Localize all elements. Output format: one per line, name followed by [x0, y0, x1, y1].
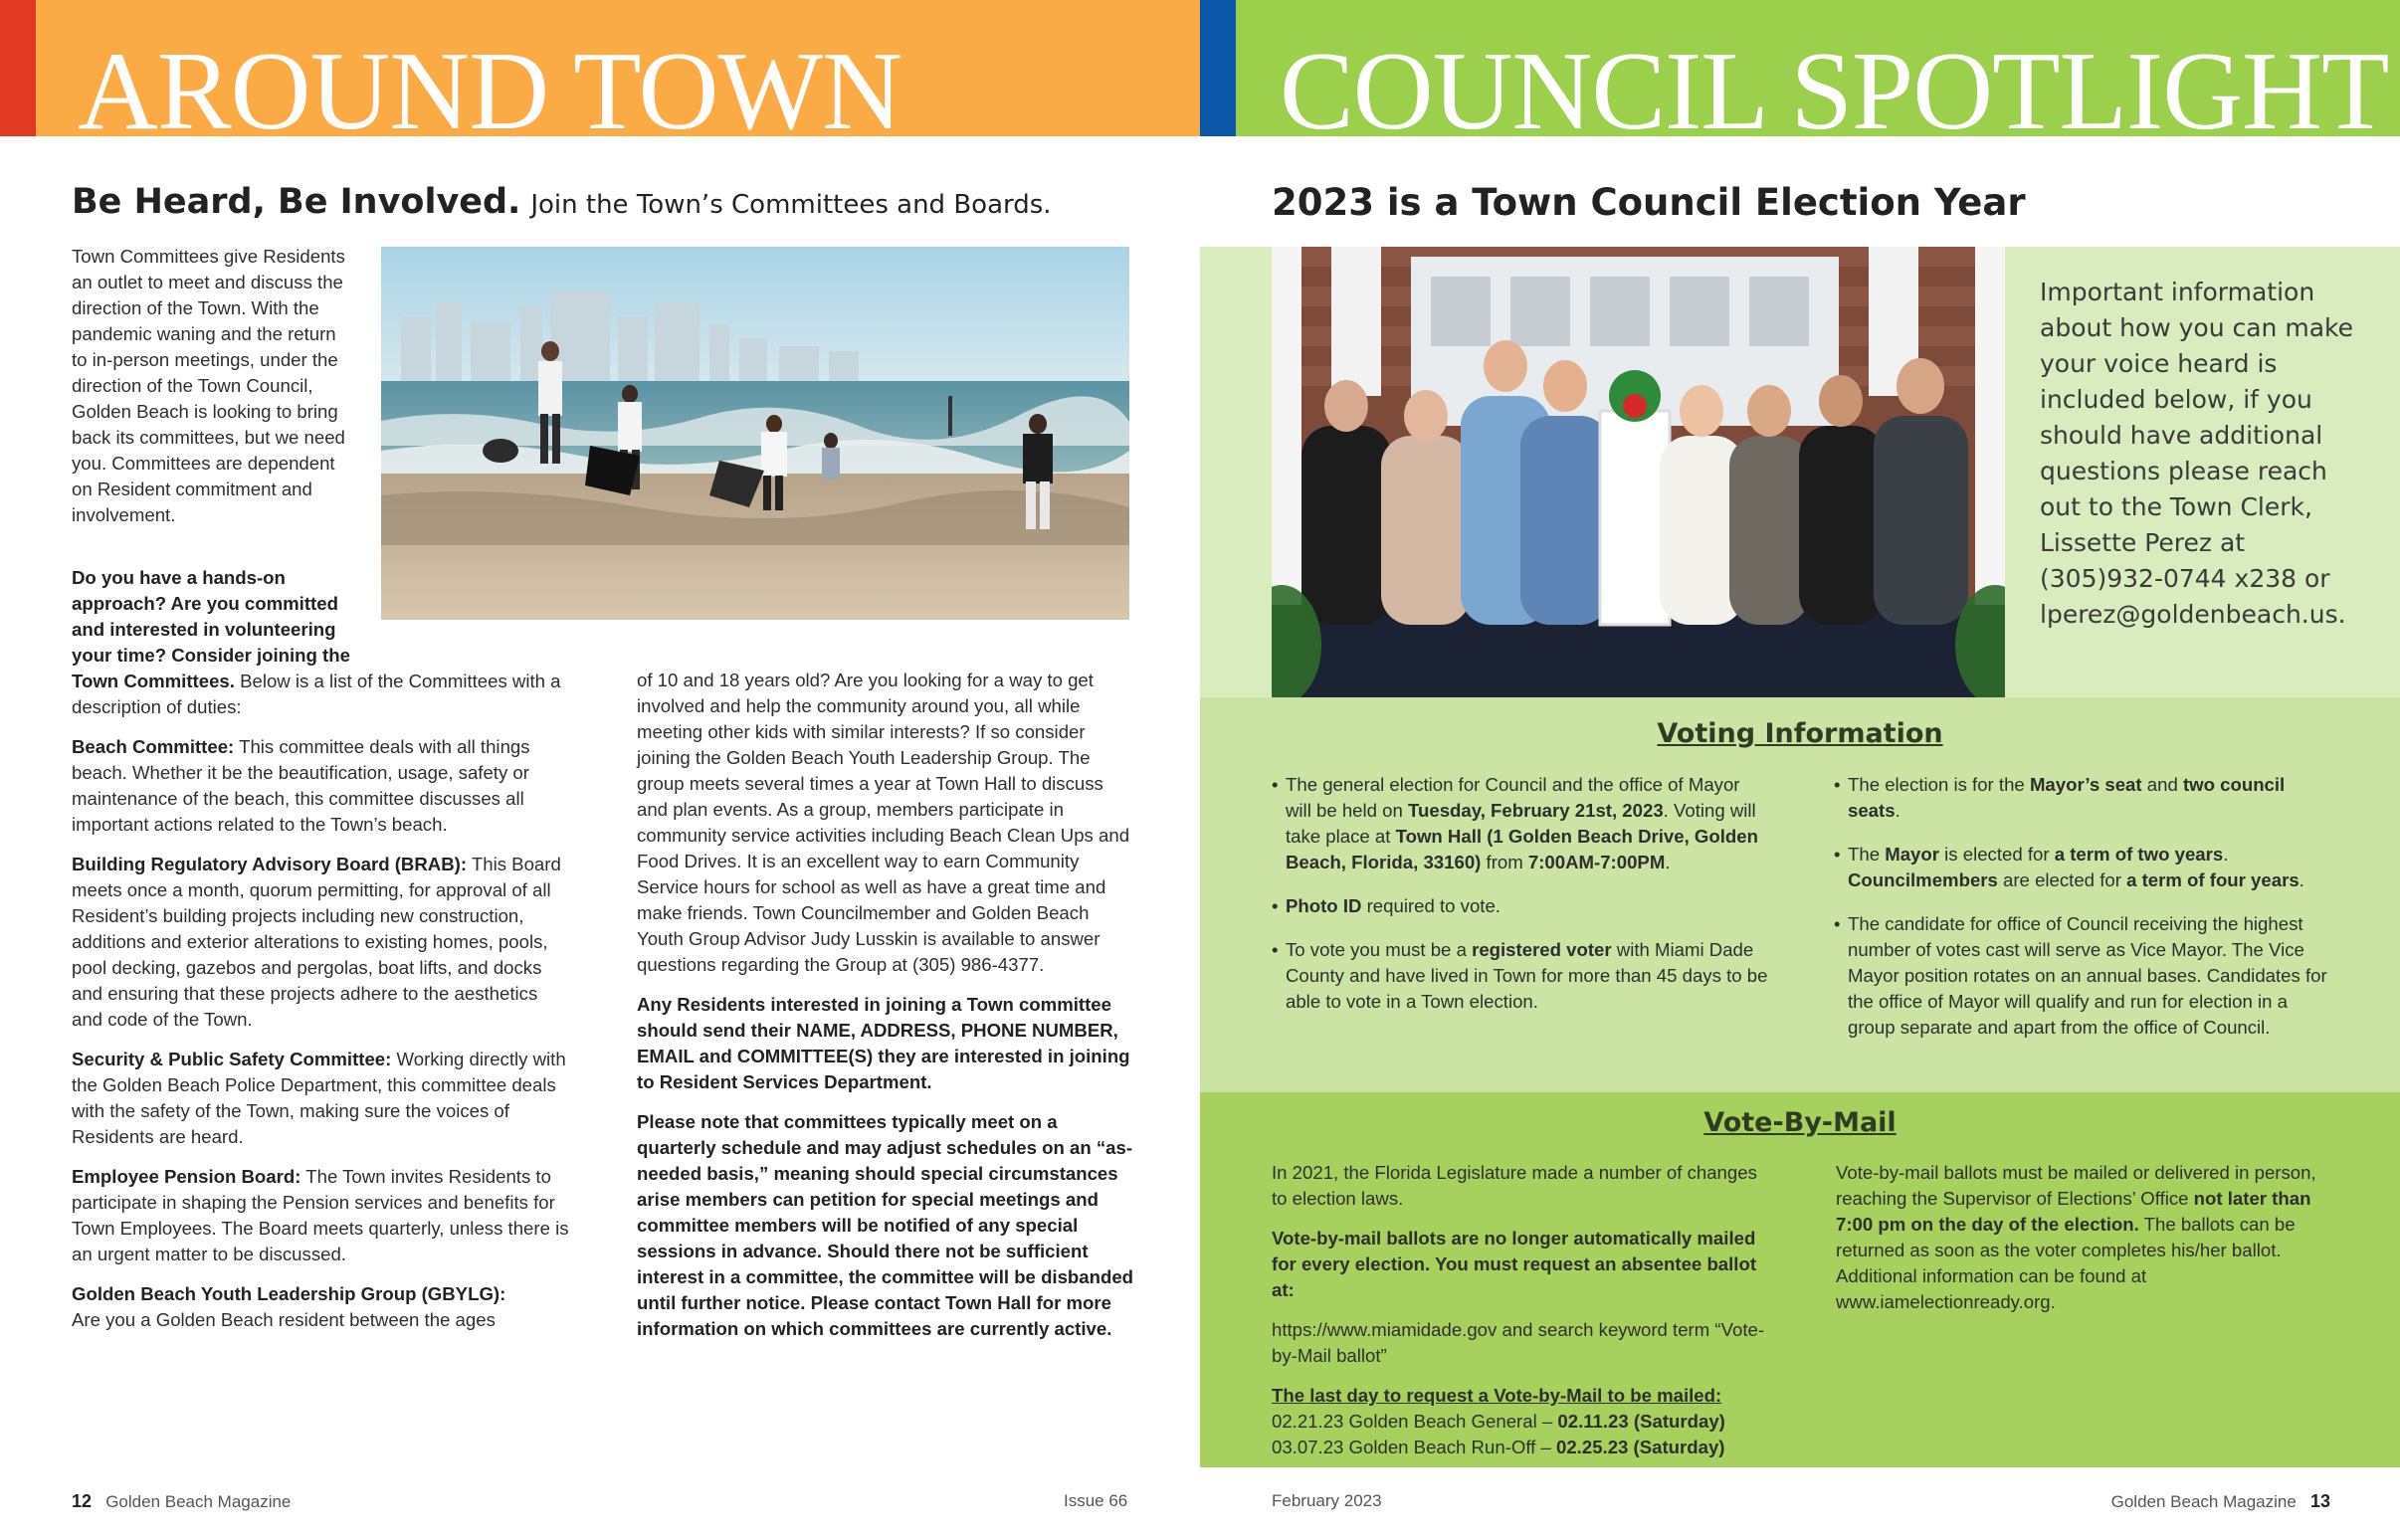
voting-bullet-registered: • To vote you must be a registered voter with Miami Dade County and have lived in Town for more than 45 days to be able to vote in a Town election. — [1272, 937, 1769, 1015]
committee-security-name: Security & Public Safety Committee: — [72, 1049, 392, 1069]
footer-right-page — [2111, 1491, 2330, 1512]
cta-rest-text: Below is a list of the Committees with a description of duties: — [72, 671, 561, 717]
be-heard-title: Be Heard, Be Involved. — [72, 182, 521, 222]
committee-gbylg-start: Are you a Golden Beach resident between the ages — [72, 1309, 496, 1330]
voting-bullet-seats: • The election is for the Mayor’s seat and two council seats. — [1834, 772, 2331, 824]
banner-accent-red — [0, 0, 36, 136]
committee-security — [72, 1047, 569, 1150]
be-heard-subtitle: Join the Town’s Committees and Boards. — [530, 190, 1052, 220]
committee-brab-text: This Board meets once a month, quorum permitting, for approval of all Resident’s building projects including new construction, additions and exterior alterations to existing homes, pools, pool decking, gazebos and pergolas, boat lifts, and docks and ensuring that these projects adhere to the aesthetics and code of the Town. — [72, 854, 561, 1030]
intro-column — [72, 244, 355, 542]
gbylg-continued: of 10 and 18 years old? Are you looking for a way to get involved and help the community around you, all while meeting other kids with similar interests? If so consider joining the Golden Beach Youth Leadership Group. The group meets several times a year at Town Hall to discuss and plan events. As a group, members participate in community service activities including Beach Clean Ups and Food Drives. It is an excellent way to earn Community Service hours for school as well as have a great time and make friends. Town Councilmember and Golden Beach Youth Group Advisor Judy Lusskin is available to answer questions regarding the Group at (305) 986-4377. — [637, 670, 1130, 975]
beach-cleanup-illustration — [381, 247, 1129, 620]
footer-date: February 2023 — [1272, 1491, 1382, 1510]
cta-continued — [72, 669, 569, 720]
intro-paragraph: Town Committees give Residents an outlet to meet and discuss the direction of the Town. With the pandemic waning and the return to in-person meetings, under the direction of the Town Council, Golden Beach is looking to bring back its committees, but we need you. Committees are dependent on Resident commitment and involvement. — [72, 246, 345, 525]
residents-note: Any Residents interested in joining a Town committee should send their NAME, ADDRESS, PHONE NUMBER, EMAIL and COMMITTEE(S) they are interested in joining to Resident Services Department. — [637, 994, 1130, 1092]
council-spotlight-banner — [1200, 0, 2400, 136]
schedule-note: Please note that committees typically meet on a quarterly schedule and may adjust schedules on an “as-needed basis,” meaning should special circumstances arise members can petition for special meetings and committee members will be notified of any special sessions in advance. Should there not be sufficient interest in a committee, the committee will be disbanded until further notice. Please contact Town Hall for more information on which committees are currently active. — [637, 1111, 1134, 1339]
page-number-right: 13 — [2309, 1491, 2330, 1511]
committee-beach-text: This committee deals with all things beach. Whether it be the beautification, usage, safety or maintenance of the beach, this committee discusses all important actions related to the Town’s beach. — [72, 736, 530, 835]
vote-by-mail-right — [1836, 1160, 2343, 1329]
committee-pension-name: Employee Pension Board: — [72, 1166, 301, 1187]
footer-left-page — [72, 1491, 291, 1512]
committee-list — [72, 669, 569, 1347]
committee-pension — [72, 1164, 569, 1267]
mail-deadline-label: The last day to request a Vote-by-Mail to be mailed: — [1272, 1385, 1722, 1406]
mail-law-change: In 2021, the Florida Legislature made a number of changes to election laws. — [1272, 1162, 1757, 1209]
committee-beach-name: Beach Committee: — [72, 736, 235, 757]
mail-return-info: Vote-by-mail ballots must be mailed or delivered in person, reaching the Supervisor of Elections’ Office not later than 7:00 pm on the day of the election. The ballots can be returned as soon as the voter completes his/her ballot. Additional information can be found at www.iamelectionready.org. — [1836, 1162, 2316, 1312]
vote-by-mail-left — [1272, 1160, 1769, 1460]
contact-info-text: Important information about how you can make your voice heard is included below, if you should have additional questions please reach out to the Town Clerk, Lissette Perez at (305)932-0744 x238 or lperez@goldenbeach.us. — [2040, 278, 2353, 629]
voting-bullet-terms: • The Mayor is elected for a term of two years. Councilmembers are elected for a term of four years. — [1834, 842, 2331, 893]
voting-info-title: Voting Information — [1657, 718, 1943, 749]
mail-request-note: Vote-by-mail ballots are no longer automatically mailed for every election. You must request an absentee ballot at: — [1272, 1228, 1757, 1300]
cta-bold-text: Do you have a hands-on approach? Are you committed and interested in volunteering your time? Consider joining the Town Committees. — [72, 567, 350, 691]
council-group-photo — [1272, 247, 2005, 697]
banner-accent-blue — [1200, 0, 1236, 136]
mail-deadline-general: 02.21.23 Golden Beach General – 02.11.23 (Saturday) — [1272, 1411, 1725, 1432]
footer-magazine-left: Golden Beach Magazine — [105, 1492, 292, 1511]
committee-beach — [72, 734, 569, 838]
beach-cleanup-photo — [381, 247, 1129, 620]
mail-deadline-runoff: 03.07.23 Golden Beach Run-Off – 02.25.23 (Saturday) — [1272, 1437, 1725, 1457]
voting-bullet-photo-id: • Photo ID required to vote. — [1272, 893, 1769, 919]
voting-bullets-right — [1834, 772, 2331, 1059]
council-group-illustration — [1272, 247, 2005, 697]
voting-bullet-election-date: • The general election for Council and the office of Mayor will be held on Tuesday, February 21st, 2023. Voting will take place at Town Hall (1 Golden Beach Drive, Golden Beach, Florida, 33160) from 7:00AM-7:00PM. — [1272, 772, 1769, 875]
election-year-heading: 2023 is a Town Council Election Year — [1272, 181, 2026, 224]
mail-request-url: https://www.miamidade.gov and search keyword term “Vote-by-Mail ballot” — [1272, 1319, 1765, 1366]
voting-bullets-left — [1272, 772, 1769, 1033]
voting-bullet-vice-mayor: • The candidate for office of Council receiving the highest number of votes cast will serve as Vice Mayor. The Vice Mayor position rotates on an annual bases. Candidates for the office of Mayor will qualify and run for election in a group separate and apart from the office of Council. — [1834, 911, 2331, 1041]
committee-pension-text: The Town invites Residents to participate in shaping the Pension services and benefits for Town Employees. The Board meets quarterly, unless there is an urgent matter to be discussed. — [72, 1166, 569, 1264]
committee-security-text: Working directly with the Golden Beach Police Department, this committee deals with the safety of the Town, making sure the voices of Residents are heard. — [72, 1049, 566, 1147]
committee-gbylg-name: Golden Beach Youth Leadership Group (GBYLG): — [72, 1283, 506, 1304]
council-spotlight-title: COUNCIL SPOTLIGHT — [1280, 30, 2389, 136]
page-number-left: 12 — [72, 1491, 93, 1511]
footer-issue: Issue 66 — [1064, 1491, 1128, 1510]
committee-gbylg — [72, 1281, 569, 1333]
footer-magazine-right: Golden Beach Magazine — [2110, 1492, 2297, 1511]
second-column — [637, 668, 1134, 1356]
committee-brab-name: Building Regulatory Advisory Board (BRAB): — [72, 854, 468, 874]
be-heard-heading — [72, 182, 1052, 222]
around-town-banner — [0, 0, 1200, 136]
vote-by-mail-title: Vote-By-Mail — [1703, 1107, 1897, 1138]
committee-brab — [72, 852, 569, 1033]
around-town-title: AROUND TOWN — [78, 30, 901, 136]
